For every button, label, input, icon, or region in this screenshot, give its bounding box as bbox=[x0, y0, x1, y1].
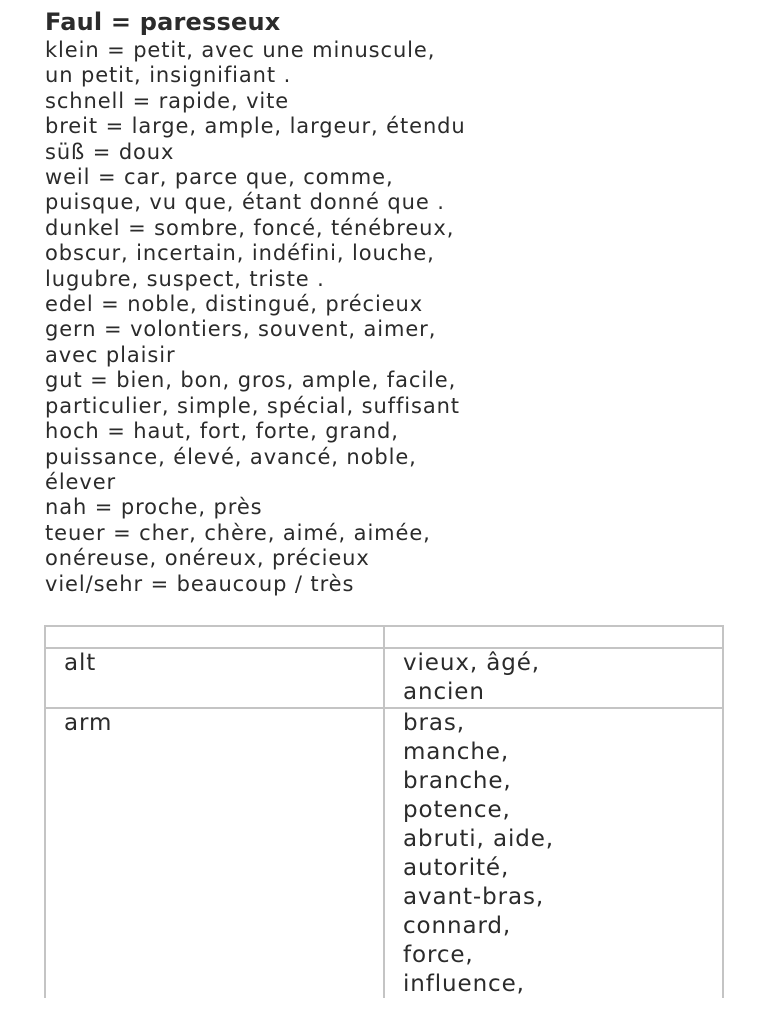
french-translation-cell bbox=[384, 708, 723, 1000]
vocab-line: élever bbox=[45, 469, 117, 494]
vocab-line: obscur, incertain, indéfini, louche, bbox=[45, 241, 435, 266]
vocab-line: nah = proche, près bbox=[45, 495, 263, 520]
german-word: arm bbox=[64, 710, 113, 736]
vocab-line: schnell = rapide, vite bbox=[45, 88, 290, 113]
vocab-line: hoch = haut, fort, forte, grand, bbox=[45, 419, 399, 444]
vocab-line: un petit, insignifiant . bbox=[45, 63, 292, 88]
vocab-line: avec plaisir bbox=[45, 342, 176, 367]
page-title: Faul = paresseux bbox=[45, 8, 281, 36]
vocabulary-table bbox=[44, 625, 724, 1001]
translation-line: vieux, âgé, bbox=[403, 650, 541, 676]
vocabulary-list bbox=[45, 38, 745, 597]
vocab-line: gut = bien, bon, gros, ample, facile, bbox=[45, 368, 457, 393]
german-word: alt bbox=[64, 650, 97, 676]
table-header-cell bbox=[384, 626, 723, 648]
french-translation-cell bbox=[384, 648, 723, 708]
vocab-line: puisque, vu que, étant donné que . bbox=[45, 190, 445, 215]
translation-line: avant-bras, bbox=[403, 884, 545, 910]
page-bottom-edge bbox=[0, 998, 768, 1024]
vocab-line: weil = car, parce que, comme, bbox=[45, 165, 394, 190]
translation-line: force, bbox=[403, 942, 474, 968]
table-header-row bbox=[45, 626, 723, 648]
table-row bbox=[45, 708, 723, 1000]
translation-line: connard, bbox=[403, 913, 512, 939]
german-word-cell bbox=[45, 648, 384, 708]
translation-line: autorité, bbox=[403, 855, 510, 881]
translation-line: branche, bbox=[403, 768, 512, 794]
vocab-line: breit = large, ample, largeur, étendu bbox=[45, 114, 466, 139]
translation-line: manche, bbox=[403, 739, 510, 765]
vocab-line: teuer = cher, chère, aimé, aimée, bbox=[45, 520, 431, 545]
translation-line: potence, bbox=[403, 797, 511, 823]
vocab-line: lugubre, suspect, triste . bbox=[45, 266, 325, 291]
table-header-cell bbox=[45, 626, 384, 648]
vocab-line: klein = petit, avec une minuscule, bbox=[45, 38, 436, 62]
translation-line: ancien bbox=[403, 679, 485, 705]
translation-line: influence, bbox=[403, 971, 525, 997]
vocab-line: süß = doux bbox=[45, 139, 175, 164]
document-body bbox=[45, 6, 745, 597]
vocab-line: viel/sehr = beaucoup / très bbox=[45, 571, 355, 596]
vocab-line: particulier, simple, spécial, suffisant bbox=[45, 393, 460, 418]
translation-line: abruti, aide, bbox=[403, 826, 555, 852]
vocab-line: puissance, élevé, avancé, noble, bbox=[45, 444, 417, 469]
table-row bbox=[45, 648, 723, 708]
vocab-line: gern = volontiers, souvent, aimer, bbox=[45, 317, 437, 342]
german-word-cell bbox=[45, 708, 384, 1000]
vocab-line: onéreuse, onéreux, précieux bbox=[45, 546, 370, 571]
translation-line: bras, bbox=[403, 710, 465, 736]
vocab-line: edel = noble, distingué, précieux bbox=[45, 292, 424, 317]
vocab-line: dunkel = sombre, foncé, ténébreux, bbox=[45, 215, 455, 240]
